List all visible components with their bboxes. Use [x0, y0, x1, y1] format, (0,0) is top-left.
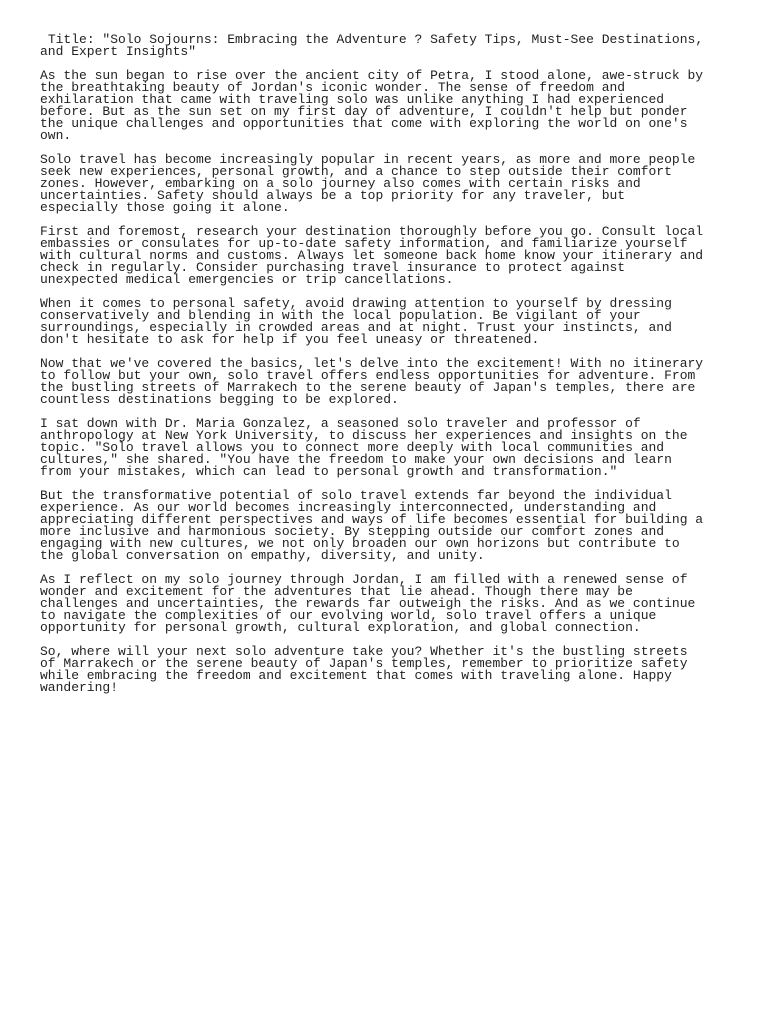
document-page: [40, 34, 708, 706]
paragraph-closing: So, where will your next solo adventure take you? Whether it's the bustling streets of Marrakech or the serene beauty of Japan's temples, remember to prioritize safety while embracing the freedom and excitement that comes with traveling alone. Happy wandering!: [40, 644, 688, 695]
document-title: Title: "Solo Sojourns: Embracing the Adventure ? Safety Tips, Must-See Destinations, and Expert Insights": [40, 32, 704, 59]
paragraph-transformative-potential: But the transformative potential of solo travel extends far beyond the individual experience. As our world becomes increasingly interconnected, understanding and appreciating different perspectives and ways of life becomes essential for building a more inclusive and harmonious society. By stepping outside our comfort zones and engaging with new cultures, we not only broaden our own horizons but contribute to the global conversation on empathy, diversity, and unity.: [40, 488, 704, 563]
paragraph-expert-interview: I sat down with Dr. Maria Gonzalez, a seasoned solo traveler and professor of anthropology at New York University, to discuss her experiences and insights on the topic. "Solo travel allows you to connect more deeply with local communities and cultures," she shared. "You have the freedom to make your own decisions and learn from your mistakes, which can lead to personal growth and transformation.": [40, 416, 688, 479]
paragraph-research-destination: First and foremost, research your destination thoroughly before you go. Consult local embassies or consulates for up-to-date safety information, and familiarize yourself with cultural norms and customs. Always let someone back home know your itinerary and check in regularly. Consider purchasing travel insurance to protect against unexpected medical emergencies or trip cancellations.: [40, 224, 704, 287]
paragraph-personal-safety: When it comes to personal safety, avoid drawing attention to yourself by dressing conservatively and blending in with the local population. Be vigilant of your surroundings, especially in crowded areas and at night. Trust your instincts, and don't hesitate to ask for help if you feel uneasy or threatened.: [40, 296, 672, 347]
paragraph-intro-petra: As the sun began to rise over the ancient city of Petra, I stood alone, awe-struck by the breathtaking beauty of Jordan's iconic wonder. The sense of freedom and exhilaration that came with traveling solo was unlike anything I had experienced before. But as the sun set on my first day of adventure, I couldn't help but ponder the unique challenges and opportunities that come with exploring the world on one's own.: [40, 68, 704, 143]
paragraph-solo-popularity: Solo travel has become increasingly popular in recent years, as more and more people seek new experiences, personal growth, and a chance to step outside their comfort zones. However, embarking on a solo journey also comes with certain risks and uncertainties. Safety should always be a top priority for any traveler, but especially those going it alone.: [40, 152, 696, 215]
paragraph-reflection: As I reflect on my solo journey through Jordan, I am filled with a renewed sense of wonder and excitement for the adventures that lie ahead. Though there may be challenges and uncertainties, the rewards far outweigh the risks. And as we continue to navigate the complexities of our evolving world, solo travel offers a unique opportunity for personal growth, cultural exploration, and global connection.: [40, 572, 696, 635]
paragraph-adventure-destinations: Now that we've covered the basics, let's delve into the excitement! With no itinerary to follow but your own, solo travel offers endless opportunities for adventure. From the bustling streets of Marrakech to the serene beauty of Japan's temples, there are countless destinations begging to be explored.: [40, 356, 704, 407]
